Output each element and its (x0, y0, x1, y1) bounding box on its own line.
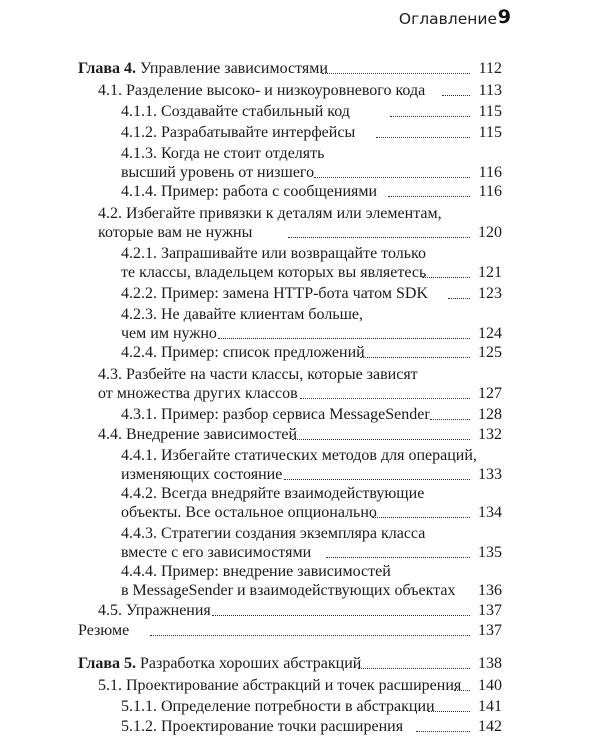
entry-text: вместе с его зависимостями (121, 544, 312, 561)
page-number: 125 (478, 344, 502, 361)
entry-text: 4.2.2. Пример: замена HTTP-бота чатом SDK (121, 285, 428, 302)
dot-leader (326, 557, 470, 558)
entry-text: 4.4. Внедрение зависимостей (98, 426, 298, 443)
toc-chapter-5[interactable] (0, 655, 600, 674)
page-number: 133 (478, 466, 502, 483)
entry-text: 4.1.4. Пример: работа с сообщениями (121, 183, 378, 200)
entry-text: 4.2. Избегайте привязки к деталям или элементам, (98, 205, 442, 222)
entry-text: 4.1.3. Когда не стоит отделять (121, 145, 325, 162)
chapter-label: Глава 5. (78, 655, 136, 672)
toc-entry-4-2-3-line1[interactable] (0, 306, 600, 325)
page-number: 128 (478, 406, 502, 423)
dot-leader (416, 731, 470, 732)
dot-leader (372, 517, 470, 518)
toc-entry-4-2-2[interactable] (0, 285, 600, 304)
toc-entry-4-4-1[interactable] (0, 466, 600, 485)
page-number: 120 (478, 224, 502, 241)
entry-text: от множества других классов (98, 385, 298, 402)
entry-text: 4.5. Упражнения (98, 602, 211, 619)
dot-leader (322, 73, 470, 74)
entry-text: 4.2.1. Запрашивайте или возвращайте только (121, 245, 426, 262)
entry-text: 4.2.3. Не давайте клиентам больше, (121, 306, 364, 323)
page-number: 113 (478, 82, 502, 99)
page-number: 127 (478, 385, 502, 402)
chapter-title: Разработка хороших абстракций (140, 655, 362, 672)
chapter-title: Управление зависимостями (140, 60, 328, 77)
page-number: 123 (478, 285, 502, 302)
entry-text: объекты. Все остальное опционально (121, 504, 377, 521)
toc-entry-summary[interactable] (0, 622, 600, 641)
toc-entry-4-2-1[interactable] (0, 264, 600, 283)
entry-text: 4.3. Разбейте на части классы, которые зависят (98, 366, 418, 383)
toc-entry-4-4-2[interactable] (0, 504, 600, 523)
entry-text: 4.1.2. Разрабатывайте интерфейсы (121, 124, 356, 141)
dot-leader (422, 277, 470, 278)
entry-text: 4.1.1. Создавайте стабильный код (121, 103, 350, 120)
page-number: 116 (478, 164, 502, 181)
page-number: 137 (478, 622, 502, 639)
entry-text: 4.4.3. Стратегии создания экземпляра класса (121, 525, 426, 542)
entry-text: которые вам не нужны (98, 224, 253, 241)
toc-chapter-4[interactable] (0, 60, 600, 79)
entry-text: 5.1.2. Проектирование точки расширения (121, 718, 404, 735)
dot-leader (448, 298, 470, 299)
entry-text: изменяющих состояние (121, 466, 283, 483)
dot-leader (150, 635, 470, 636)
page-number: 116 (478, 183, 502, 200)
page-number: 134 (478, 504, 502, 521)
dot-leader (428, 711, 470, 712)
toc-entry-4-1[interactable] (0, 82, 600, 101)
toc-entry-4-4-4[interactable] (0, 582, 600, 601)
entry-text: Резюме (78, 622, 130, 639)
dot-leader (454, 690, 470, 691)
toc-entry-5-1-1[interactable] (0, 698, 600, 717)
page-number: 115 (478, 124, 502, 141)
toc-entry-4-2-line1[interactable] (0, 205, 600, 224)
toc-entry-4-3-line1[interactable] (0, 366, 600, 385)
page-number: 140 (478, 677, 502, 694)
entry-text: высший уровень от низшего (121, 164, 315, 181)
entry-text: 4.4.1. Избегайте статических методов для операций, (121, 447, 477, 464)
entry-text: 4.1. Разделение высоко- и низкоуровневого кода (98, 82, 426, 99)
running-header (0, 8, 600, 32)
toc-entry-4-1-3-line1[interactable] (0, 145, 600, 164)
entry-text: 5.1. Проектирование абстракций и точек расширения (98, 677, 462, 694)
dot-leader (358, 668, 470, 669)
dot-leader (376, 137, 470, 138)
toc-entry-4-4-2-line1[interactable] (0, 485, 600, 504)
toc-entry-4-1-4[interactable] (0, 183, 600, 202)
dot-leader (442, 95, 470, 96)
page-number: 142 (478, 718, 502, 735)
toc-entry-4-2-1-line1[interactable] (0, 245, 600, 264)
toc-entry-4-4-4-line1[interactable] (0, 563, 600, 582)
entry-text: те классы, владельцем которых вы являетесь (121, 264, 427, 281)
page-number: 124 (478, 325, 502, 342)
page-number: 135 (478, 544, 502, 561)
header-page-number: 9 (497, 6, 511, 28)
page-number: 112 (478, 60, 502, 77)
toc-entry-4-2-3[interactable] (0, 325, 600, 344)
toc-entry-4-4-3-line1[interactable] (0, 525, 600, 544)
toc-entry-4-2-4[interactable] (0, 344, 600, 363)
dot-leader (388, 196, 470, 197)
dot-leader (212, 615, 470, 616)
toc-entry-4-2[interactable] (0, 224, 600, 243)
page-number: 136 (478, 582, 502, 599)
toc-entry-4-3[interactable] (0, 385, 600, 404)
page-number: 115 (478, 103, 502, 120)
toc-entry-4-3-1[interactable] (0, 406, 600, 425)
page-number: 121 (478, 264, 502, 281)
page-number: 141 (478, 698, 502, 715)
dot-leader (300, 398, 470, 399)
dot-leader (288, 237, 470, 238)
toc-entry-4-4-3[interactable] (0, 544, 600, 563)
toc-entry-5-1-2[interactable] (0, 718, 600, 737)
dot-leader (292, 439, 470, 440)
entry-text: 4.2.4. Пример: список предложений (121, 344, 365, 361)
chapter-label: Глава 4. (78, 60, 136, 77)
toc-entry-4-5[interactable] (0, 602, 600, 621)
dot-leader (218, 338, 470, 339)
toc-entry-5-1[interactable] (0, 677, 600, 696)
page-number: 138 (478, 655, 502, 672)
toc-entry-4-4-1-line1[interactable] (0, 447, 600, 466)
entry-text: 4.4.2. Всегда внедряйте взаимодействующие (121, 485, 425, 502)
dot-leader (390, 116, 470, 117)
dot-leader (360, 357, 470, 358)
entry-text: в MessageSender и взаимодействующих объектах (121, 582, 456, 599)
entry-text: чем им нужно (121, 325, 217, 342)
entry-text: 5.1.1. Определение потребности в абстракции (121, 698, 435, 715)
entry-text: 4.3.1. Пример: разбор сервиса MessageSender (121, 406, 430, 423)
toc-entry-4-1-3[interactable] (0, 164, 600, 183)
dot-leader (430, 419, 470, 420)
page-number: 137 (478, 602, 502, 619)
toc-entry-4-4[interactable] (0, 426, 600, 445)
page-number: 132 (478, 426, 502, 443)
toc-entry-4-1-1[interactable] (0, 103, 600, 122)
dot-leader (314, 177, 470, 178)
toc-entry-4-1-2[interactable] (0, 124, 600, 143)
dot-leader (284, 479, 470, 480)
header-title: Оглавление (398, 10, 497, 28)
entry-text: 4.4.4. Пример: внедрение зависимостей (121, 563, 391, 580)
